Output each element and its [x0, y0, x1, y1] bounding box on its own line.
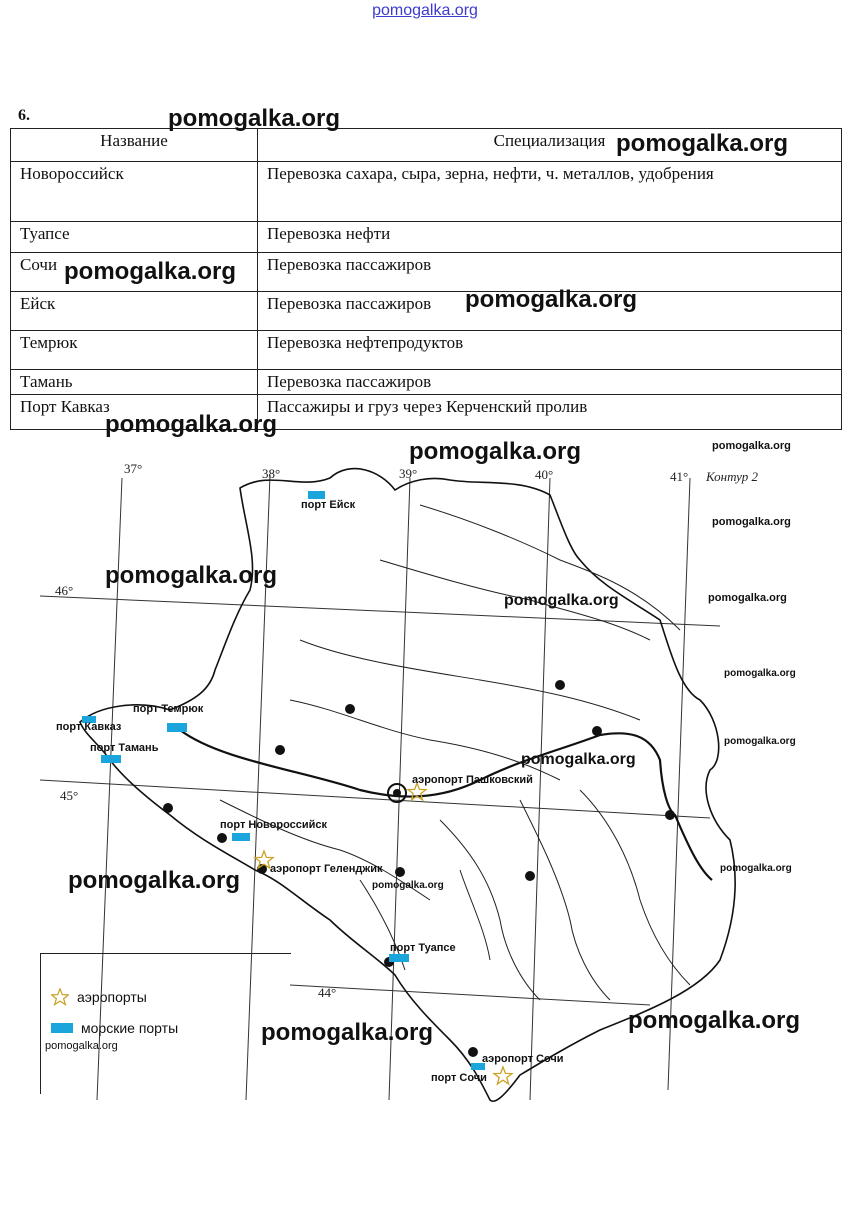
legend-airports-label: аэропорты	[77, 989, 147, 1005]
watermark: pomogalka.org	[724, 668, 796, 679]
table-row	[11, 162, 842, 222]
port-name-cell: Туапсе	[11, 222, 258, 253]
port-taman-label: порт Тамань	[90, 742, 159, 754]
watermark: pomogalka.org	[504, 592, 619, 609]
meridian-41-label: 41°	[670, 469, 689, 484]
airport-sochi-label: аэропорт Сочи	[482, 1053, 564, 1065]
watermark: pomogalka.org	[616, 130, 789, 157]
meridian-38-label: 38°	[262, 466, 281, 481]
watermark: pomogalka.org	[724, 736, 796, 747]
port-kavkaz-label: порт Кавказ	[56, 721, 122, 733]
airport-pashkovsky-label: аэропорт Пашковский	[412, 774, 533, 786]
watermark: pomogalka.org	[712, 516, 791, 528]
city-marker	[525, 871, 535, 881]
parallel-46-label: 46°	[55, 583, 74, 598]
legend-sea-ports	[51, 1020, 178, 1036]
table-row	[11, 292, 842, 331]
legend-sea-ports-label: морские порты	[81, 1020, 179, 1036]
port-temryuk-marker	[167, 723, 187, 732]
watermark: pomogalka.org	[372, 880, 444, 891]
port-name-cell: Тамань	[11, 370, 258, 395]
port-name-cell: Порт Кавказ	[11, 395, 258, 430]
port-tuapse-label: порт Туапсе	[390, 942, 456, 954]
contour-label: Контур 2	[706, 469, 758, 484]
port-taman-marker	[101, 755, 121, 763]
table-row	[11, 370, 842, 395]
krasnodar-marker-dot	[393, 789, 401, 797]
parallel-44-label: 44°	[318, 985, 337, 1000]
city-marker	[217, 833, 227, 843]
meridian-40-label: 40°	[535, 467, 554, 482]
map-legend	[40, 953, 291, 1094]
watermark: pomogalka.org	[68, 867, 241, 894]
watermark: pomogalka.org	[45, 1040, 118, 1052]
port-spec-cell: Перевозка сахара, сыра, зерна, нефти, ч. металлов, удобрения	[258, 162, 842, 222]
port-spec-cell: Перевозка пассажиров	[258, 370, 842, 395]
watermark: pomogalka.org	[465, 286, 638, 313]
port-novorossiysk-label: порт Новороссийск	[220, 819, 328, 831]
watermark: pomogalka.org	[64, 258, 237, 285]
watermark: pomogalka.org	[168, 105, 341, 132]
port-spec-cell: Перевозка пассажиров	[258, 292, 842, 331]
watermark: pomogalka.org	[720, 863, 792, 874]
airport-gelendzhik-label: аэропорт Геленджик	[270, 863, 383, 875]
port-eysk-label: порт Ейск	[301, 499, 356, 511]
watermark: pomogalka.org	[712, 440, 791, 452]
meridian-39-label: 39°	[399, 466, 418, 481]
watermark: pomogalka.org	[708, 592, 787, 604]
legend-airports	[51, 988, 147, 1006]
watermark: pomogalka.org	[409, 438, 582, 465]
meridian-37-label: 37°	[124, 461, 143, 476]
city-marker	[395, 867, 405, 877]
city-marker	[163, 803, 173, 813]
parallel-45-label: 45°	[60, 788, 79, 803]
port-name-cell: Ейск	[11, 292, 258, 331]
watermark: pomogalka.org	[628, 1007, 801, 1034]
table-row	[11, 331, 842, 370]
port-temryuk-label: порт Темрюк	[133, 703, 204, 715]
site-header-link[interactable]: pomogalka.org	[372, 2, 478, 19]
watermark: pomogalka.org	[105, 562, 278, 589]
port-square-icon	[51, 1023, 73, 1033]
port-tuapse-marker	[389, 954, 409, 962]
star-icon	[51, 988, 69, 1006]
port-spec-cell: Перевозка пассажиров	[258, 253, 842, 292]
port-name-cell: Новороссийск	[11, 162, 258, 222]
city-marker	[665, 810, 675, 820]
airport-sochi-star-icon	[494, 1067, 512, 1084]
watermark: pomogalka.org	[105, 411, 278, 438]
watermark: pomogalka.org	[261, 1019, 434, 1046]
task-number: 6.	[18, 107, 30, 124]
port-spec-cell: Перевозка нефти	[258, 222, 842, 253]
port-sochi-label: порт Сочи	[431, 1072, 487, 1084]
city-marker	[275, 745, 285, 755]
city-marker	[468, 1047, 478, 1057]
port-spec-cell: Пассажиры и груз через Керченский пролив	[258, 395, 842, 430]
city-marker	[555, 680, 565, 690]
table-row	[11, 222, 842, 253]
header-name: Название	[11, 129, 258, 162]
city-marker	[345, 704, 355, 714]
header-specialization: Специализация	[258, 129, 842, 162]
port-novorossiysk-marker	[232, 833, 250, 841]
watermark: pomogalka.org	[521, 751, 636, 768]
port-name-cell: Темрюк	[11, 331, 258, 370]
port-spec-cell: Перевозка нефтепродуктов	[258, 331, 842, 370]
city-marker	[592, 726, 602, 736]
port-name-cell: Сочи	[11, 253, 258, 292]
port-eysk-marker	[308, 491, 325, 499]
